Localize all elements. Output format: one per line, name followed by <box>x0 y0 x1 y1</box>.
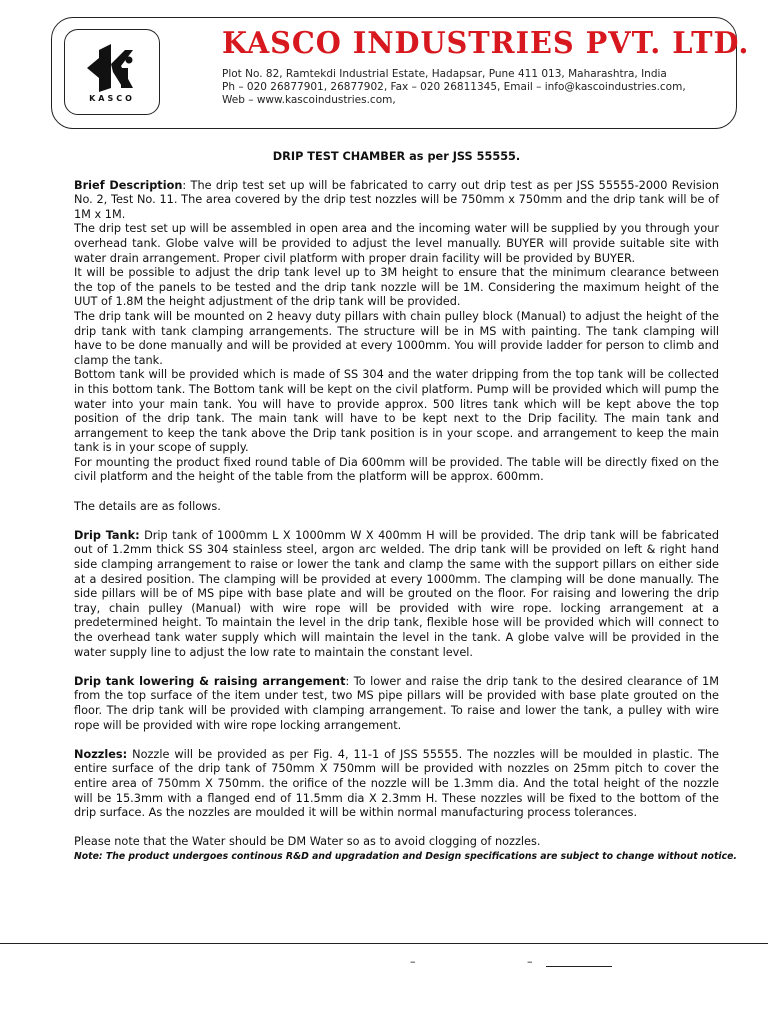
brief-text: : The drip test set up will be fabricated to carry out drip test as per JSS 55555-2000 Revision No. 2, Test No. 11. The area covered by the drip test nozzles will be 750mm x 750mm and the drip tank will be of 1M x 1M. <box>74 178 719 221</box>
lowering-section <box>74 675 719 733</box>
address-line: Plot No. 82, Ramtekdi Industrial Estate, Hadapsar, Pune 411 013, Maharashtra, India <box>222 68 667 80</box>
web-line: Web – www.kascoindustries.com, <box>222 94 396 106</box>
nozzles-label: Nozzles: <box>74 747 128 761</box>
water-note: Please note that the Water should be DM Water so as to avoid clogging of nozzles. <box>74 835 541 849</box>
signature-line <box>546 966 612 967</box>
lowering-text: : To lower and raise the drip tank to the desired clearance of 1M from the top surface of the item under test, two MS pipe pillars will be provided with base plate grouted on the floor. The drip tank will be provided with clamping arrangement. To raise and lower the tank, a pulley with wire rope will be provided with wire rope locking arrangement. <box>74 674 719 732</box>
nozzles-section <box>74 748 719 821</box>
mounting-paragraph: The drip tank will be mounted on 2 heavy duty pillars with chain pulley block (Manual) to adjust the height of the drip tank with tank clamping arrangements. The structure will be in MS with painting. The tank clamping will have to be done manually and will be provided at every 1000mm. You will provide ladder for person to climb and clamp the tank. <box>74 309 719 367</box>
disclaimer-note: Note: The product undergoes continous R&D and upgradation and Design specifications are subject to change without notice. <box>74 850 737 862</box>
drip-tank-label: Drip Tank: <box>74 528 140 542</box>
company-name: KASCO INDUSTRIES PVT. LTD. <box>222 26 750 61</box>
drip-tank-text: Drip tank of 1000mm L X 1000mm W X 400mm H will be provided. The drip tank will be fabricated out of 1.2mm thick SS 304 stainless steel, argon arc welded. The drip tank will be provided on left & right hand side clamping arrangement to raise or lower the tank and clamp the same with the support pillars on either side at a desired position. The clamping will be provided at every 1000mm. The clamping will be done manually. The side pillars will be of MS pipe with base plate and will be grouted on the floor. For raising and lowering the drip tray, chain pulley (Manual) with wire rope will be provided with wire rope. locking arrangement at a predetermined height. To maintain the level in the drip tank, flexible hose will be provided which will connect to the overhead tank water supply which will maintain the level in the tank. A globe valve will be provided in the water supply line to adjust the low rate to maintain the constant level. <box>74 528 719 659</box>
brief-description <box>74 179 719 223</box>
lowering-label: Drip tank lowering & raising arrangement <box>74 674 346 688</box>
footer-dash: – <box>527 955 533 968</box>
kasco-logo <box>64 29 160 115</box>
letterhead <box>51 17 750 129</box>
document-body <box>74 150 737 865</box>
document-title: DRIP TEST CHAMBER as per JSS 55555. <box>272 150 521 163</box>
height-paragraph: It will be possible to adjust the drip tank level up to 3M height to ensure that the minimum clearance between the top of the panels to be tested and the drip tank nozzle will be 1M. Considering the maximum height of the UUT of 1.8M the height adjustment of the drip tank will be provided. <box>74 266 719 309</box>
footer-dash: – <box>410 955 416 968</box>
contact-line: Ph – 020 26877901, 26877902, Fax – 020 26811345, Email – info@kascoindustries.com, <box>222 81 686 93</box>
drip-tank-section <box>74 529 719 660</box>
setup-paragraph: The drip test set up will be assembled in open area and the incoming water will be supplied by you through your overhead tank. Globe valve will be provided to adjust the level manually. BUYER will provide suitable site with water drain arrangement. Proper civil platform with proper drain facility will be provided by BUYER. <box>74 222 719 265</box>
logo-text: KASCO <box>89 94 135 103</box>
nozzles-text: Nozzle will be provided as per Fig. 4, 11-1 of JSS 55555. The nozzles will be moulded in plastic. The entire surface of the drip tank of 750mm X 750mm will be provided with nozzles on 25mm pitch to cover the entire area of 750mm X 750mm. the orifice of the nozzle will be 1.3mm dia. And the total height of the nozzle will be 15.3mm with a flanged end of 11.5mm dia X 2.3mm H. These nozzles will be fixed to the bottom of the drip surface. As the nozzles are moulded it will be within normal manufacturing process tolerances. <box>74 747 719 820</box>
brief-label: Brief Description <box>74 178 183 192</box>
details-intro: The details are as follows. <box>74 499 221 513</box>
table-paragraph: For mounting the product fixed round table of Dia 600mm will be provided. The table will be directly fixed on the civil platform and the height of the table from the platform will be approx. 600mm. <box>74 455 719 484</box>
footer-divider <box>0 943 768 944</box>
bottom-tank-paragraph: Bottom tank will be provided which is made of SS 304 and the water dripping from the top tank will be collected in this bottom tank. The Bottom tank will be kept on the civil platform. Pump will be provided which will pump the water into your main tank. You will have to provide approx. 500 litres tank which will be kept above the top position of the drip tank. The main tank will have to be kept next to the Drip facility. The main tank and arrangement to keep the tank above the Drip tank position is in your scope. and arrangement to keep the main tank is in your scope of supply. <box>74 368 719 455</box>
ki-logo-icon <box>85 42 141 94</box>
